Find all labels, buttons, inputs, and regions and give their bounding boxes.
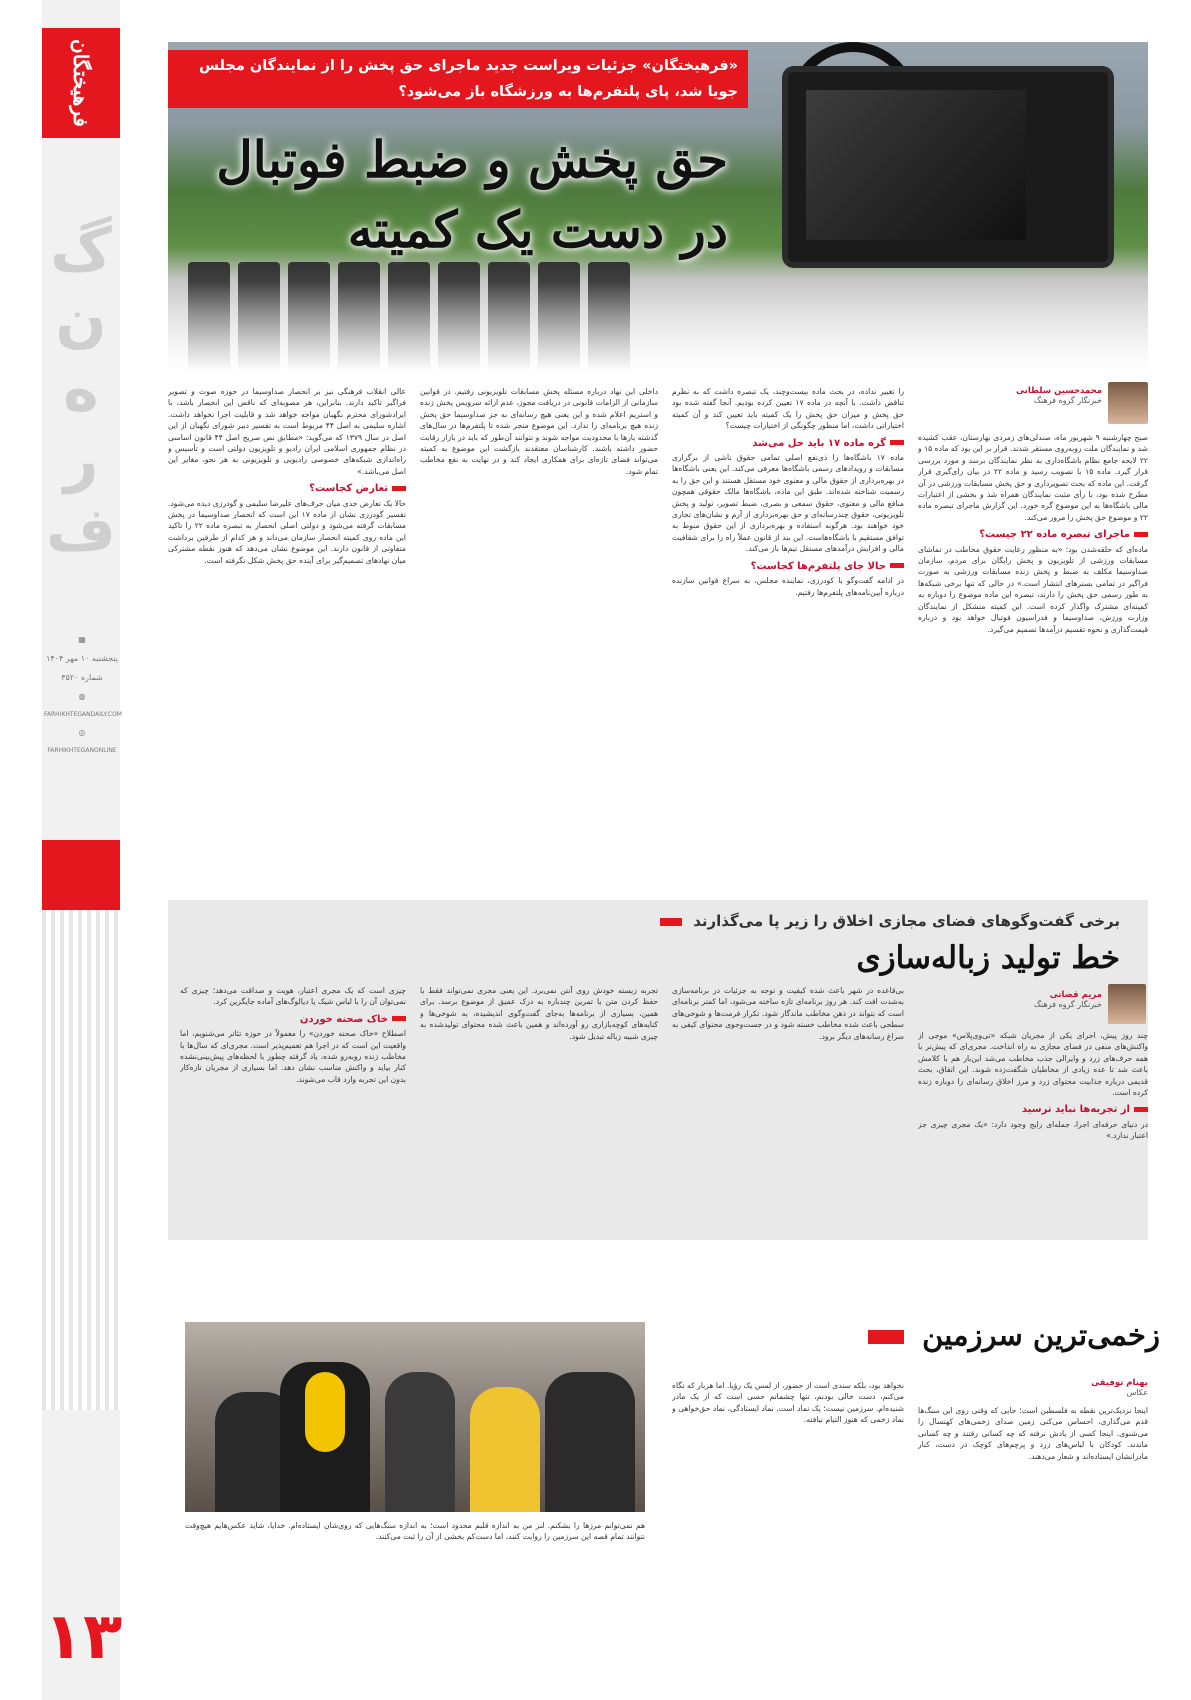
section-name: فرهنگ [46, 215, 116, 565]
social-icon: ◎ [78, 728, 86, 737]
article3-title: زخمی‌ترین سرزمین [770, 1318, 1160, 1352]
subheading: تعارض کجاست؟ [168, 483, 406, 494]
column-text: در ادامه گفت‌وگو با کودرزی، نماینده مجلس، به سراغ قوانین سازنده درباره آیین‌نامه‌های پلتفرم‌ها رفتیم. [672, 576, 904, 597]
subheading: ماجرای تبصره ماده ۲۲ چیست؟ [918, 529, 1148, 540]
article1-title [168, 125, 728, 265]
author-avatar [1108, 382, 1148, 424]
article1-column-4 [168, 386, 406, 886]
article1-author [960, 386, 1102, 405]
column-text: داخلی این نهاد درباره مسئله پخش مسابقات تلویزیونی رفتیم. در قوانین سازمانی از الزامات قانونی در دریافت مجوز، عدم ارائه سرویس پخش زنده و استریم اعلام شده و این یعنی هیچ رسانه‌ای به جز صداوسیما حق پخش زنده هیچ برنامه‌ای را ندارد. این موضوع منجر شده تا پلتفرم‌ها در سال‌های گذشته بارها با محدودیت مواجه شوند و نتوانند آن‌طور که باید در بازار رقابت حضور داشته باشند. کارشناسان معتقدند بازگشت این موضوع به کمیته می‌تواند فضای تازه‌ای برای همکاری ایجاد کند و در نهایت به نفع مخاطب تمام شود. [420, 387, 658, 476]
column-text: ماده‌ای که حلقه‌شدن بود: «به منظور رعایت حقوق مخاطب در تماشای مسابقات ورزشی از تلویزیون و پخش رایگان برای مردم، سازمان صداوسیما مکلف به ضبط و پخش زنده مسابقات ورزشی به صورت فراگیر در تمامی بسترهای انتشار است.» در حالی که تنها برخی شبکه‌ها به طور رسمی حق پخش را دارند، تبصره این ماده موضوع را دوباره به کمیته‌ای مشترک واگذار کرده است. این کمیته متشکل از نمایندگان وزارت ورزش، صداوسیما و فدراسیون فوتبال خواهد بود و درباره قیمت‌گذاری و نحوه تقسیم درآمدها تصمیم می‌گیرد. [918, 544, 1148, 634]
article2-title: خط تولید زباله‌سازی [856, 940, 1120, 976]
author-role: خبرنگار گروه فرهنگ [1033, 396, 1102, 405]
article3-column-1: اینجا نزدیک‌ترین نقطه به فلسطین است؛ جایی که وقتی روی این سنگ‌ها قدم می‌گذاری، احساس می‌کنی زمین صدای زخمی‌های کهنسال را می‌شنوی. اینجا کسی از یادش نرفته که چه کسانی رفتند و چه کسانی ماندند. کودکان با لباس‌های زرد و پرچم‌های کوچک در دست، کنار مادرانشان ایستاده‌اند و شعار می‌دهند. [918, 1406, 1148, 1461]
article3-photo [185, 1322, 645, 1512]
social-handle[interactable]: FARHIKHTEGANONLINE [47, 747, 117, 754]
column-text: ماده ۱۷ باشگاه‌ها را ذی‌نفع اصلی تمامی حقوق ناشی از برگزاری مسابقات و رویدادهای رسمی باشگاه‌ها معرفی می‌کند. این یعنی باشگاه‌ها در بهره‌برداری از حقوق مالی و معنوی خود مستقل هستند و این حق را به رسمیت شناخته شده‌اند. طبق این ماده، باشگاه‌ها مالک حقوقی همچون منافع مالی و معنوی، حقوق سمعی و بصری، ضبط تصویر، تولید و پخش تلویزیونی، حقوق چندرسانه‌ای و حق بهره‌برداری از آرم و نشان‌های تجاری خود خواهند بود. هرگونه استفاده و بهره‌برداری از این حقوق منوط به توافق مستقیم با باشگاه‌هاست. این بند از قانون عملاً راه را برای شفافیت مالی و افزایش درآمدهای مستقل تیم‌ها باز می‌کند. [672, 453, 904, 554]
kicker-marker [660, 918, 682, 926]
article2-column-1: چند روز پیش، اجرای یکی از مجریان شبکه «تی‌وی‌پلاس» موجی از واکنش‌های منفی در فضای مجازی به راه انداخت. مجری‌ای که پیش‌تر با همه حرف‌های زرد و وایرالی جذب مخاطب می‌شد این‌بار هم با کلامش باعث شد تا عده زیادی از مخاطبان شگفت‌زده شوند. این اتفاق، بحث قدیمی درباره جذابیت محتوای زرد و مرز اخلاق رسانه‌ای را دوباره زنده کرده است. از تجربه‌ها نباید ترسید در دنیای حرفه‌ای اجرا، جمله‌ای رایج وجود دارد: «یک مجری چیزی جز اعتبار ندارد.» [918, 1031, 1148, 1141]
article2-column-4: چیزی است که یک مجری اعتبار، هویت و صداقت می‌دهد؛ چیزی که نمی‌توان آن را با لباس شیک یا دیالوگ‌های آماده جایگزین کرد. خاک صحنه خوردن اصطلاح «خاک صحنه خوردن» را معمولاً در حوزه تئاتر می‌شنویم، اما واقعیت این است که در اجرا هم تعمیم‌پذیر است. مجری‌ای که سال‌ها با مخاطب زنده روبه‌رو شده، یاد گرفته چطور با لحظه‌های پیش‌بینی‌نشده کنار بیاید و واکنش مناسب نشان دهد. اما بسیاری از مجریان تازه‌کار بدون این تجربه وارد قاب می‌شوند. [180, 986, 406, 1084]
website-link[interactable]: FARHIKHTEGANDAILY.COM [44, 711, 122, 718]
globe-icon: ◍ [78, 692, 86, 701]
subheading: از تجربه‌ها نباید ترسید [918, 1104, 1148, 1115]
column-text: را تغییر نداده، در بحث ماده بیست‌وچند، یک تبصره داشت که به نظرم تناقض داشت. با آنچه در ماده ۱۷ تعیین کرده بودیم. آنجا گفته شده بود حق پخش و میزان حق پخش را یک کمیته باید تعیین کند و آن کمیته اختیاراتی داشت، اما منظور چگونگی از اختیارات چیست؟ [672, 387, 904, 431]
author-avatar [1108, 984, 1146, 1024]
decor-red-block [42, 840, 120, 910]
decor-stripes [42, 910, 120, 1410]
author-name: مریم قضاتی [1049, 990, 1102, 1000]
masthead-logo: فرهیختگان [42, 28, 120, 138]
article1-column-1 [918, 432, 1148, 887]
author-name: بهنام توفیقی [1091, 1378, 1148, 1388]
issue-info [44, 635, 120, 764]
article1-kicker: «فرهیختگان» جزئیات ویراست جدید ماجرای حق پخش را از نمایندگان مجلس جویا شد، پای پلتفرم‌ها به ورزشگاه باز می‌شود؟ [168, 50, 748, 108]
title-line-1: حق پخش و ضبط فوتبال [216, 130, 728, 189]
calendar-icon: ▦ [78, 635, 86, 644]
article1-column-2 [672, 386, 904, 886]
column-text: صبح چهارشنبه ۹ شهریور ماه، صندلی‌های زمردی بهارستان، عقب کشیده شد و نمایندگان ملت روبه‌روی مستقر شدند. قرار بر این بود که ماده ۱۵ و ۲۲ لایحه جامع نظام باشگاه‌داری به نظر نمایندگان برسد و مورد بررسی قرار گیرد. ماده ۱۵ با تصویب رسید و ماده ۲۲ در بیان رای‌گیری قرار گرفت. این ماده که بحث تصویرداری و حق پخش مسابقات ورزشی در آن مطرح شده بود، با رأی مثبت نمایندگان همراه شد و بخشی از اعتبارات مالی باشگاه‌ها به این موضوع گره خورد. این گزارش ماجرای تبصره ماده ۲۲ و موضوع حق پخش را مرور می‌کند. [918, 433, 1148, 522]
article1-column-3 [420, 386, 658, 886]
article3-column-3: هم نمی‌توانم مرزها را بشکنم. لنز من به اندازه قلبم محدود است؛ به اندازه سنگ‌هایی که روی‌شان ایستاده‌ام. خدایا، شاید عکس‌هایم هیچ‌وقت نتوانند تمام قصه این سرزمین را روایت کنند، اما دست‌کم بخشی از آن را ثبت می‌کنند. [185, 1521, 645, 1542]
subheading: خاک صحنه خوردن [180, 1014, 406, 1025]
title-line-2: در دست یک کمیته [347, 200, 728, 259]
broadcast-camera-illustration [788, 72, 1108, 262]
article2-kicker: برخی گفت‌وگوهای فضای مجازی اخلاق را زیر پا می‌گذارند [560, 912, 1120, 930]
article2-column-3: تجربه زیسته خودش روی آنتن نمی‌برد. این یعنی مجری نمی‌تواند فقط با حفظ کردن متن یا تمرین چندباره به درک عمیق از موضوع برسد. برای همین، بسیاری از برنامه‌ها به‌جای گفت‌وگوی اندیشیده، به شوخی‌ها و کنایه‌های کوچه‌بازاری رو آورده‌اند و همین باعث شده محتوای تولیدشده به چیزی شبیه زباله تبدیل شود. [420, 986, 658, 1041]
article3-author [990, 1378, 1148, 1397]
author-role: عکاس [1126, 1388, 1148, 1397]
author-role: خبرنگار گروه فرهنگ [1033, 1000, 1102, 1009]
column-text: عالی انقلاب فرهنگی نیز بر انحصار صداوسیما در حوزه صوت و تصویر فراگیر تاکید دارند. بنابراین، هر مصوبه‌ای که ناقض این انحصار باشد، با ایرادشورای محترم نگهبان مواجه خواهد شد و قابلیت اجرا نخواهد داشت. اشاره سلیمی به اصل ۴۴ مربوط است به تفسیر دبیر شورای نگهبان از این اصل در سال ۱۳۷۹ که می‌گوید: «مطابق نص صریح اصل ۴۴ قانون اساسی در نظام جمهوری اسلامی ایران رادیو و تلویزیون دولتی است و تأسیس و راه‌اندازی شبکه‌های خصوصی رادیویی و تلویزیونی به هر نحو، مغایر این اصل می‌باشد.» [168, 387, 406, 476]
column-text: حالا یک تعارض جدی میان حرف‌های علیرضا سلیمی و گودرزی دیده می‌شود. تفسیر گودرزی نشان از ماده ۱۷ این است که انحصار صداوسیما در پخش مسابقات گرفته می‌شود و دولتی اصلی انحصار به تبصره ماده ۲۲ را تاکید این ماده روی کمیته انحصار سازمان می‌داند و هر کدام از طرفین برداشت متفاوتی از قانون دارند. این موضوع نشان می‌دهد که هنوز نقطه مشترکی میان نهادهای تصمیم‌گیر برای آینده حق پخش شکل نگرفته است. [168, 498, 406, 565]
title-marker [868, 1330, 904, 1344]
article2-author [960, 990, 1102, 1009]
article3-column-2: نخواهد بود، بلکه سندی است از حضور، از لمس یک رؤیا. اما هربار که نگاه می‌کنم، دست خالی بودنم، تنها چشمانم حسی است که از یک مادر شنیده‌ام. سرزمین نیست؛ یک نماد است. نماد ایستادگی، نماد حق‌خواهی و نماد زخمی که هنوز التیام نیافته. [672, 1381, 904, 1425]
subheading: حالا جای پلتفرم‌ها کجاست؟ [672, 561, 904, 572]
issue-number: شماره ۴۵۲۰ [61, 673, 103, 682]
issue-date: پنجشنبه ۱۰ مهر ۱۴۰۴ [46, 654, 118, 663]
page-number: ۱۳ [44, 1600, 123, 1674]
author-name: محمدحسین سلطانی [1016, 386, 1102, 396]
subheading: گره ماده ۱۷ باید حل می‌شد [672, 438, 904, 449]
article2-column-2: بی‌قاعده در شهر باعث شده کیفیت و توجه به جزئیات در برنامه‌سازی به‌شدت افت کند. هر روز برنامه‌ای تازه ساخته می‌شود، اما کمتر برنامه‌ای است که بتواند در ذهن مخاطب ماندگار شود. تکرار فرمت‌ها و شوخی‌های سطحی باعث شده مخاطب خسته شود و در جست‌وجوی محتوای کیفی به سراغ رسانه‌های دیگر برود. [672, 986, 904, 1041]
